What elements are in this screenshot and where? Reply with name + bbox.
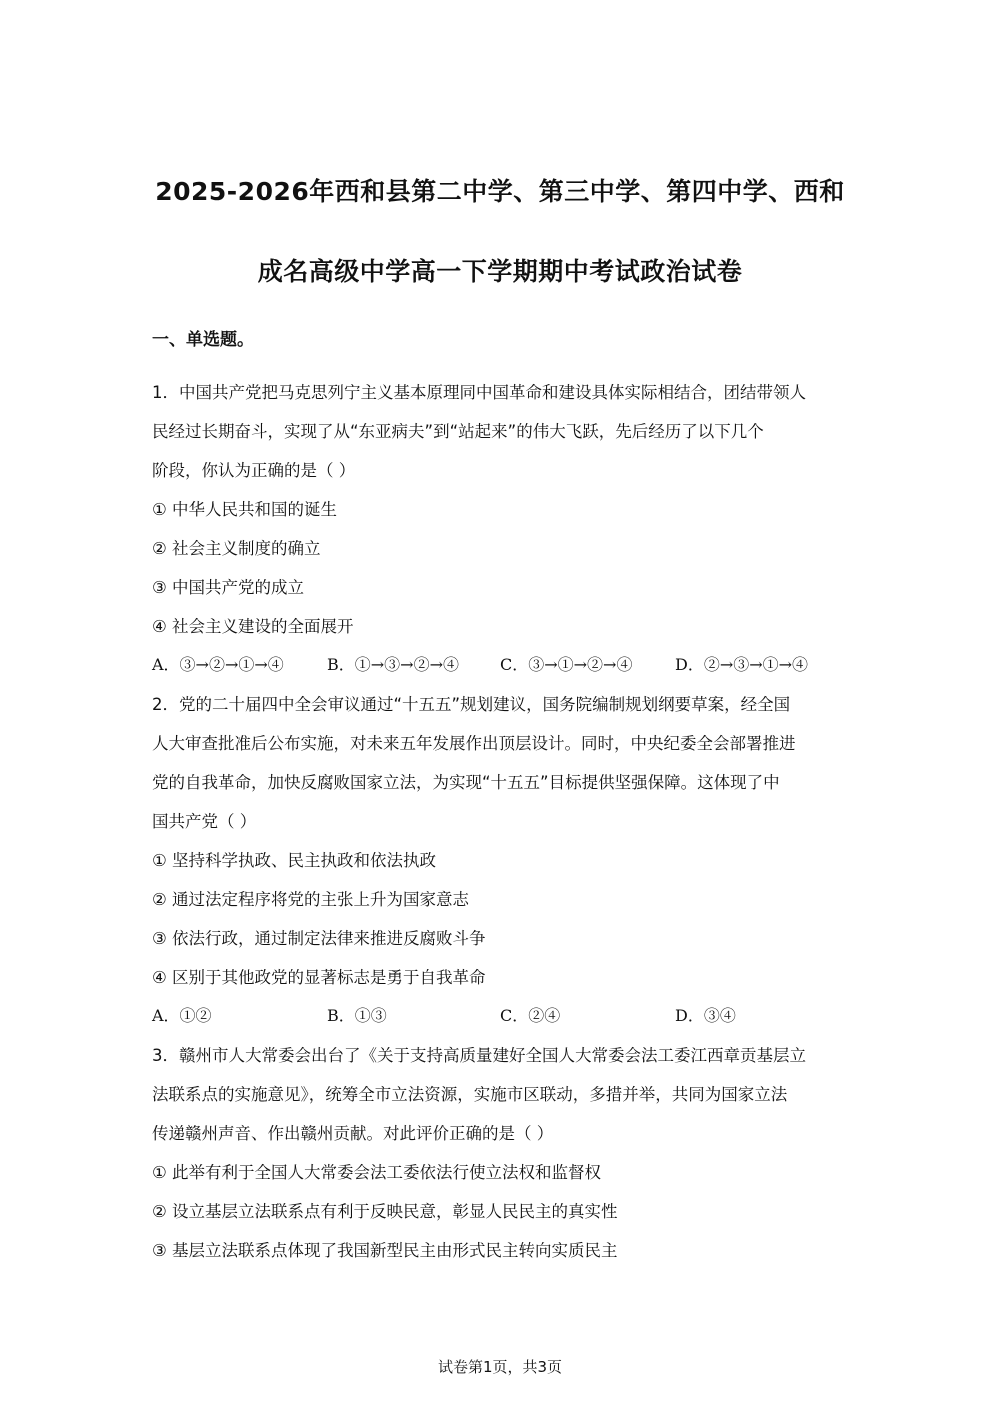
exam-title-line-1: 2025-2026年西和县第二中学、第三中学、第四中学、西和 <box>155 177 845 206</box>
q1-option-a: A．③→②→①→④ <box>152 655 284 674</box>
q1-item-2: ② 社会主义制度的确立 <box>152 539 321 558</box>
q2-stem-line-4: 国共产党（ ） <box>152 812 257 831</box>
q3-item-2: ② 设立基层立法联系点有利于反映民意，彰显人民民主的真实性 <box>152 1202 618 1221</box>
q2-option-c: C．②④ <box>500 1006 561 1025</box>
q1-option-c: C．③→①→②→④ <box>500 655 633 674</box>
q1-item-1: ① 中华人民共和国的诞生 <box>152 500 338 519</box>
q3-item-1: ① 此举有利于全国人大常委会法工委依法行使立法权和监督权 <box>152 1163 602 1182</box>
q2-stem-line-3: 党的自我革命，加快反腐败国家立法，为实现“十五五”目标提供坚强保障。这体现了中 <box>152 773 780 792</box>
q1-stem-line-2: 民经过长期奋斗，实现了从“东亚病夫”到“站起来”的伟大飞跃，先后经历了以下几个 <box>152 422 764 441</box>
q1-stem-line-3: 阶段，你认为正确的是（ ） <box>152 461 356 480</box>
exam-title-line-2: 成名高级中学高一下学期期中考试政治试卷 <box>257 257 743 286</box>
q2-item-2: ② 通过法定程序将党的主张上升为国家意志 <box>152 890 470 909</box>
q2-option-d: D．③④ <box>675 1006 736 1025</box>
page-footer: 试卷第1页，共3页 <box>437 1358 563 1376</box>
q3-stem-line-1: 3．赣州市人大常委会出台了《关于支持高质量建好全国人大常委会法工委江西章贡基层立 <box>152 1046 806 1065</box>
q2-item-1: ① 坚持科学执政、民主执政和依法执政 <box>152 851 437 870</box>
section-heading: 一、单选题。 <box>152 330 254 350</box>
q2-stem-line-2: 人大审查批准后公布实施，对未来五年发展作出顶层设计。同时，中央纪委全会部署推进 <box>152 734 796 753</box>
q3-stem-line-2: 法联系点的实施意见》，统筹全市立法资源，实施市区联动，多措并举，共同为国家立法 <box>152 1085 788 1104</box>
q1-item-4: ④ 社会主义建设的全面展开 <box>152 617 354 636</box>
q1-option-d: D．②→③→①→④ <box>675 655 809 674</box>
q2-option-a: A．①② <box>152 1006 212 1025</box>
q2-item-4: ④ 区别于其他政党的显著标志是勇于自我革命 <box>152 968 486 987</box>
q2-options <box>152 1003 852 1023</box>
q1-stem-line-1: 1．中国共产党把马克思列宁主义基本原理同中国革命和建设具体实际相结合，团结带领人 <box>152 383 806 402</box>
q3-item-3: ③ 基层立法联系点体现了我国新型民主由形式民主转向实质民主 <box>152 1241 618 1260</box>
q3-stem-line-3: 传递赣州声音、作出赣州贡献。对此评价正确的是（ ） <box>152 1124 554 1143</box>
q2-item-3: ③ 依法行政，通过制定法律来推进反腐败斗争 <box>152 929 486 948</box>
q1-item-3: ③ 中国共产党的成立 <box>152 578 305 597</box>
q2-stem-line-1: 2．党的二十届四中全会审议通过“十五五”规划建议，国务院编制规划纲要草案，经全国 <box>152 695 791 714</box>
q2-option-b: B．①③ <box>327 1006 387 1025</box>
q1-option-b: B．①→③→②→④ <box>327 655 459 674</box>
q1-options <box>152 652 852 672</box>
